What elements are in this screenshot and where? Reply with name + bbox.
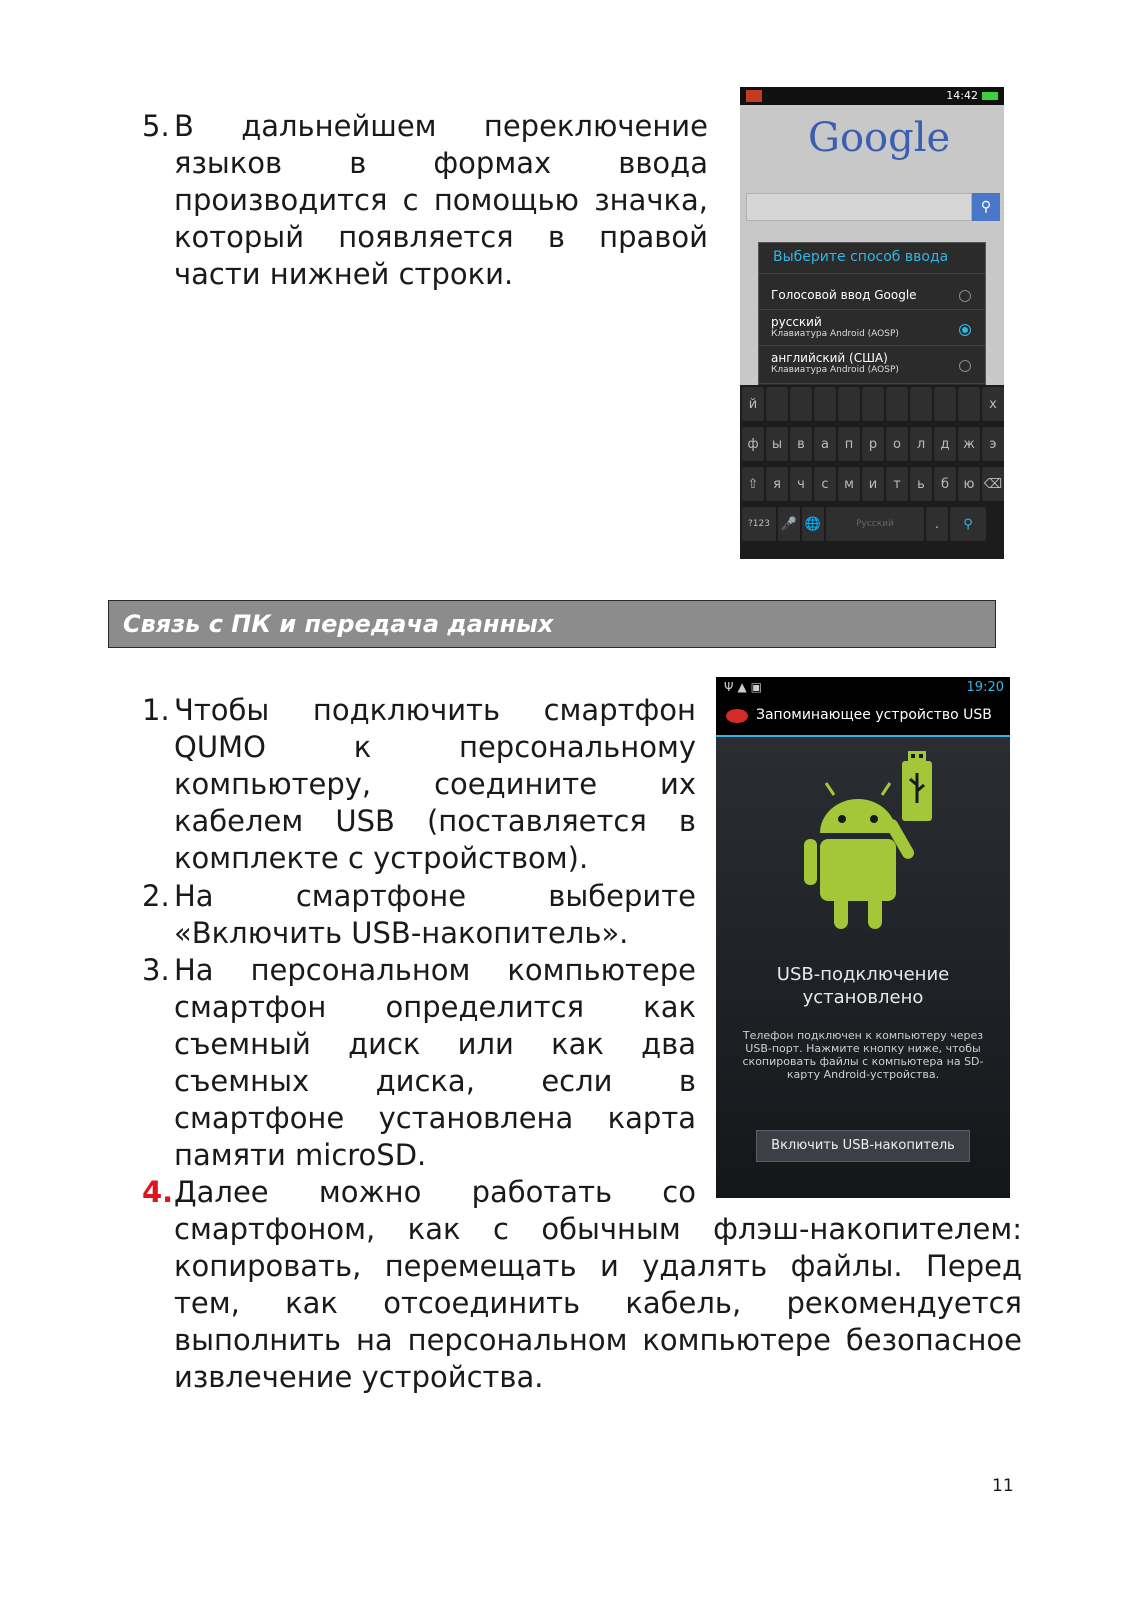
status-time: 19:20 <box>966 680 1004 695</box>
key[interactable]: ю <box>958 467 980 501</box>
page-number: 11 <box>992 1476 1014 1496</box>
key[interactable]: р <box>862 427 884 461</box>
search-icon: ⚲ <box>963 516 973 532</box>
status-bar <box>740 87 1004 105</box>
divider <box>759 383 985 384</box>
status-bar <box>716 677 1010 697</box>
battery-icon <box>982 92 998 100</box>
key[interactable]: э <box>982 427 1004 461</box>
option-sublabel: Клавиатура Android (AOSP) <box>771 365 899 375</box>
step-3 <box>142 952 696 1174</box>
option-sublabel: Клавиатура Android (AOSP) <box>771 329 899 339</box>
android-usb-icon <box>716 747 1010 947</box>
step-4-continuation <box>174 1211 1022 1396</box>
backspace-key[interactable]: ⌫ <box>982 467 1004 501</box>
key[interactable]: о <box>886 427 908 461</box>
app-logo-icon <box>726 709 748 723</box>
app-title: Запоминающее устройство USB <box>756 707 992 723</box>
option-voice[interactable] <box>771 288 917 302</box>
divider <box>759 273 985 274</box>
key[interactable]: с <box>814 467 836 501</box>
step-number: 5. <box>142 109 170 143</box>
step-text: В дальнейшем переключение языков в формах ввода производится с помощью значка, который появляется в правой части нижней строки. <box>174 109 708 291</box>
connection-heading: USB-подключение установлено <box>776 964 950 1008</box>
mic-icon[interactable]: 🎤 <box>778 507 800 541</box>
signal-icon <box>746 90 762 102</box>
key[interactable]: в <box>790 427 812 461</box>
option-label: Голосовой ввод Google <box>771 288 917 302</box>
step-2 <box>142 878 696 952</box>
step-number: 2. <box>142 879 170 913</box>
step-text: На персональном компьютере смартфон определится как съемный диск или как два съемных диска, если в смартфоне установлена карта памяти microSD. <box>174 953 696 1172</box>
keyboard-row-4 <box>742 507 986 543</box>
space-key[interactable]: Русский <box>826 507 924 541</box>
usb-connection-screenshot <box>716 677 1010 1198</box>
usb-screen-body <box>716 737 1010 1198</box>
key[interactable] <box>814 387 836 421</box>
option-english[interactable] <box>771 351 899 375</box>
section-title: Связь с ПК и передача данных <box>123 610 554 638</box>
step-number: 1. <box>142 693 170 727</box>
key[interactable] <box>910 387 932 421</box>
option-russian[interactable] <box>771 315 899 339</box>
radio-russian[interactable] <box>959 324 971 336</box>
divider <box>759 309 985 310</box>
key[interactable]: т <box>886 467 908 501</box>
usb-warning-image-icons: Ψ▲▣ <box>724 680 767 694</box>
status-time: 14:42 <box>946 89 978 102</box>
key[interactable]: ы <box>766 427 788 461</box>
search-button[interactable] <box>972 193 1000 221</box>
key[interactable] <box>862 387 884 421</box>
key[interactable]: ф <box>742 427 764 461</box>
step-text: На смартфоне выберите «Включить USB-накопитель». <box>174 879 696 950</box>
key[interactable] <box>766 387 788 421</box>
key[interactable]: д <box>934 427 956 461</box>
keyboard-row-2 <box>742 427 1004 463</box>
radio-voice[interactable] <box>959 290 971 302</box>
connection-description: Телефон подключен к компьютеру через USB-порт. Нажмите кнопку ниже, чтобы скопировать файлы с компьютера на SD-карту Android-устройства. <box>742 1029 984 1081</box>
search-input[interactable] <box>746 193 972 221</box>
key[interactable]: б <box>934 467 956 501</box>
key[interactable] <box>838 387 860 421</box>
step-number: 4. <box>142 1175 174 1209</box>
key[interactable]: ь <box>910 467 932 501</box>
app-bar <box>716 697 1010 737</box>
enable-usb-storage-button[interactable]: Включить USB-накопитель <box>756 1130 970 1162</box>
key[interactable]: х <box>982 387 1004 421</box>
key[interactable] <box>886 387 908 421</box>
step-4 <box>142 1174 696 1211</box>
google-logo: Google <box>808 115 951 161</box>
globe-icon[interactable]: 🌐 <box>802 507 824 541</box>
keyboard-row-1 <box>742 387 1004 423</box>
key[interactable] <box>934 387 956 421</box>
option-label: русский <box>771 315 822 329</box>
key[interactable]: л <box>910 427 932 461</box>
key[interactable]: ж <box>958 427 980 461</box>
search-key[interactable] <box>950 507 986 541</box>
symbols-key[interactable]: ?123 <box>742 507 776 541</box>
key[interactable]: и <box>862 467 884 501</box>
option-label: английский (США) <box>771 351 888 365</box>
section-header <box>108 600 996 648</box>
step-number: 3. <box>142 953 170 987</box>
key[interactable] <box>790 387 812 421</box>
radio-english[interactable] <box>959 360 971 372</box>
step-text: Чтобы подключить смартфон QUMO к персональному компьютеру, соедините их кабелем USB (поставляется в комплекте с устройством). <box>174 693 696 875</box>
input-method-screenshot <box>740 87 1004 559</box>
key[interactable]: й <box>742 387 764 421</box>
search-icon: ⚲ <box>980 199 992 215</box>
step-5 <box>142 108 708 293</box>
dialog-title: Выберите способ ввода <box>773 249 949 265</box>
key[interactable]: а <box>814 427 836 461</box>
key[interactable]: п <box>838 427 860 461</box>
keyboard <box>740 385 1004 559</box>
divider <box>759 345 985 346</box>
key[interactable] <box>958 387 980 421</box>
keyboard-row-3 <box>742 467 1004 503</box>
key[interactable]: м <box>838 467 860 501</box>
step-text: смартфоном, как с обычным флэш-накопителем: копировать, перемещать и удалять файлы. Перед тем, как отсоединить кабель, рекомендуется выполнить на персональном компьютере безопасное извлечение устройства. <box>174 1212 1022 1394</box>
period-key[interactable]: . <box>926 507 948 541</box>
step-1 <box>142 692 696 877</box>
key[interactable]: ч <box>790 467 812 501</box>
key[interactable]: я <box>766 467 788 501</box>
shift-key[interactable]: ⇧ <box>742 467 764 501</box>
step-text-first-line: Далее можно работать со <box>174 1175 696 1209</box>
